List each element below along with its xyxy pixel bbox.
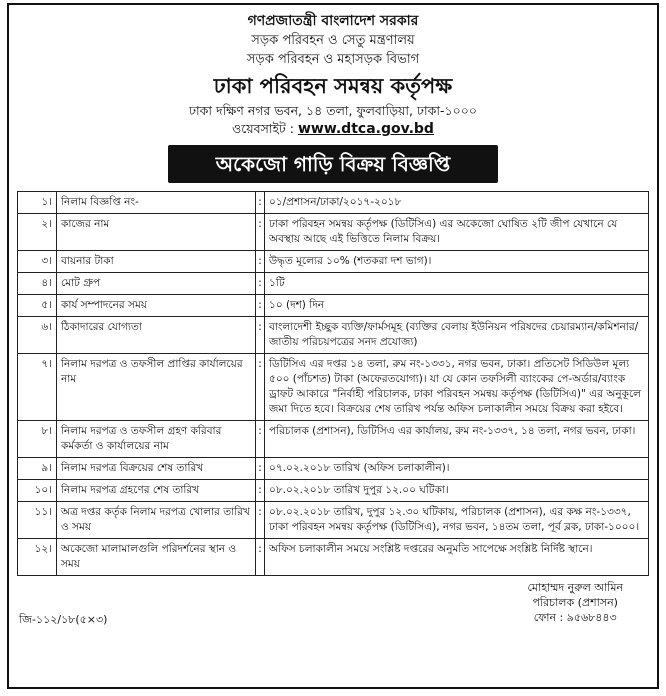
table-row [18, 214, 649, 251]
row-colon: : [256, 273, 265, 295]
signatory-name: মোহাম্মদ নুরুল আমিন [527, 581, 623, 594]
row-serial: ৩। [18, 251, 57, 273]
row-serial: ১। [18, 192, 57, 214]
table-row [18, 273, 649, 295]
row-colon: : [256, 295, 265, 317]
row-colon: : [256, 480, 265, 502]
signatory-designation: পরিচালক (প্রশাসন) [532, 596, 618, 609]
row-colon: : [256, 539, 265, 576]
table-row [18, 295, 649, 317]
footer [17, 576, 649, 636]
row-colon: : [256, 251, 265, 273]
row-colon: : [256, 502, 265, 539]
signature-block [527, 580, 623, 625]
row-value: ডিটিসিএ এর দপ্তর ১৪ তলা, রুম নং-১৩৩১, নগর ভবন, ঢাকা। প্রতিসেট সিডিউল মূল্য ৫০০ (পাঁচশত) টাকা (অফেরতযোগ্য)। যা যে কোন তফসিলী ব্যাংকের পে-অর্ডার/ব্যাংক ড্রাফট আকারে "নির্বাহী পরিচালক, ঢাকা পরিবহন সমন্বয় কর্তৃপক্ষ (ডিটিসিএ)" এর অনুকূলে জমা দিতে হবে। বিক্রয়ের শেষ তারিখ পর্যন্ত অফিস চলাকালীন সময়ে বিক্রয় করা হইবে। [265, 354, 649, 421]
table-row [18, 539, 649, 576]
division-name: সড়ক পরিবহন ও মহাসড়ক বিভাগ [246, 52, 420, 67]
row-label: নিলাম দরপত্র বিক্রয়ের শেষ তারিখ [57, 458, 256, 480]
table-row [18, 502, 649, 539]
row-colon: : [256, 192, 265, 214]
row-label: নিলাম দরপত্র ও তফসীল প্রাপ্তির কার্যালয়ের নাম [57, 354, 256, 421]
website-label: ওয়েবসাইট : [232, 121, 294, 136]
row-serial: ১১। [18, 502, 57, 539]
row-label: নিলাম দরপত্র ও তফসীল গ্রহণ করিবার কর্মকর্তা ও কার্যালয়ের নাম [57, 421, 256, 458]
row-serial: ৫। [18, 295, 57, 317]
row-serial: ৮। [18, 421, 57, 458]
table-row [18, 317, 649, 354]
row-value: ঢাকা পরিবহন সমন্বয় কর্তৃপক্ষ (ডিটিসিএ) এর অকেজো ঘোষিত ২টি জীপ যেখানে যে অবস্থায় আছে এই ভিত্তিতে নিলাম বিক্রয়। [265, 214, 649, 251]
row-colon: : [256, 458, 265, 480]
row-value: ০৮.০২.২০১৮ তারিখ, দুপুর ১২.৩০ ঘটিকায়, পরিচালক (প্রশাসন), এর কক্ষ নং-১৩৩৭, ঢাকা পরিবহন সমন্বয় কর্তৃপক্ষ (ডিটিসিএ), নগর ভবন, ১৪তম তলা, পূর্ব ব্লক, ঢাকা-১০০০। [265, 502, 649, 539]
row-colon: : [256, 214, 265, 251]
row-serial: ৬। [18, 317, 57, 354]
table-row [18, 192, 649, 214]
govt-name: গণপ্রজাতন্ত্রী বাংলাদেশ সরকার [247, 13, 419, 29]
row-label: অকেজো মালামালগুলি পরিদর্শনের স্থান ও সময় [57, 539, 256, 576]
website-line [17, 120, 649, 138]
row-serial: ৭। [18, 354, 57, 421]
table-row [18, 458, 649, 480]
office-address: ঢাকা দক্ষিণ নগর ভবন, ১৪ তলা, ফুলবাড়িয়া, ঢাকা-১০০০ [188, 103, 478, 118]
row-colon: : [256, 317, 265, 354]
row-label: নিলাম দরপত্র গ্রহণের শেষ তারিখ [57, 480, 256, 502]
row-value: উদ্ধৃত মূল্যের ১০% (শতকরা দশ ভাগ)। [265, 251, 649, 273]
notice-table [17, 191, 649, 576]
row-value: ০৭.০২.২০১৮ তারিখ (অফিস চলাকালীন)। [265, 458, 649, 480]
row-label: মোট গ্রুপ [57, 273, 256, 295]
row-label: কার্য সম্পাদনের সময় [57, 295, 256, 317]
row-label: বায়নার টাকা [57, 251, 256, 273]
row-serial: ৯। [18, 458, 57, 480]
table-row [18, 354, 649, 421]
row-value: ০১/প্রশাসন/ঢাকা/২০১৭-২০১৮ [265, 192, 649, 214]
row-value: ১টি [265, 273, 649, 295]
row-value: পরিচালক (প্রশাসন), ডিটিসিএ এর কার্যালয়, রুম নং-১৩৩৭, ১৪ তলা, নগর ভবন, ঢাকা। [265, 421, 649, 458]
row-label: ঠিকাদারের যোগ্যতা [57, 317, 256, 354]
signatory-phone: ফোন : ৯৫৬৮৪৪৩ [533, 611, 617, 624]
row-colon: : [256, 421, 265, 458]
website-link[interactable]: www.dtca.gov.bd [297, 121, 434, 137]
row-value: বাংলাদেশী ইচ্ছুক ব্যক্তি/ফার্মসমূহ (ব্যক্তির বেলায় ইউনিয়ন পরিষদের চেয়ারম্যান/কমিশনার/জাতীয় পরিচয়পত্রের সনদ প্রযোজ্য) [265, 317, 649, 354]
notice-page [7, 3, 659, 689]
table-row [18, 251, 649, 273]
row-label: কাজের নাম [57, 214, 256, 251]
row-colon: : [256, 354, 265, 421]
row-label: নিলাম বিজ্ঞপ্তি নং- [57, 192, 256, 214]
table-row [18, 421, 649, 458]
row-value: অফিস চলাকালীন সময়ে সংশ্লিষ্ট দপ্তরের অনুমতি সাপেক্ষে সংশ্লিষ্ট নির্দিষ্ট স্থানে। [265, 539, 649, 576]
row-serial: ১০। [18, 480, 57, 502]
row-serial: ২। [18, 214, 57, 251]
memo-number: জি-১১২/১৮(৫×৩) [19, 613, 108, 626]
row-value: ১০ (দশ) দিন [265, 295, 649, 317]
row-serial: ১২। [18, 539, 57, 576]
row-serial: ৪। [18, 273, 57, 295]
notice-title: অকেজো গাড়ি বিক্রয় বিজ্ঞপ্তি [168, 145, 498, 183]
letterhead [17, 11, 649, 138]
row-label: অত্র দপ্তর কর্তৃক নিলাম দরপত্র খোলার তারিখ ও সময় [57, 502, 256, 539]
table-row [18, 480, 649, 502]
row-value: ০৮.০২.২০১৮ তারিখ দুপুর ১২.০০ ঘটিকা। [265, 480, 649, 502]
ministry-name: সড়ক পরিবহন ও সেতু মন্ত্রণালয় [251, 33, 415, 48]
authority-name: ঢাকা পরিবহন সমন্বয় কর্তৃপক্ষ [213, 74, 453, 98]
